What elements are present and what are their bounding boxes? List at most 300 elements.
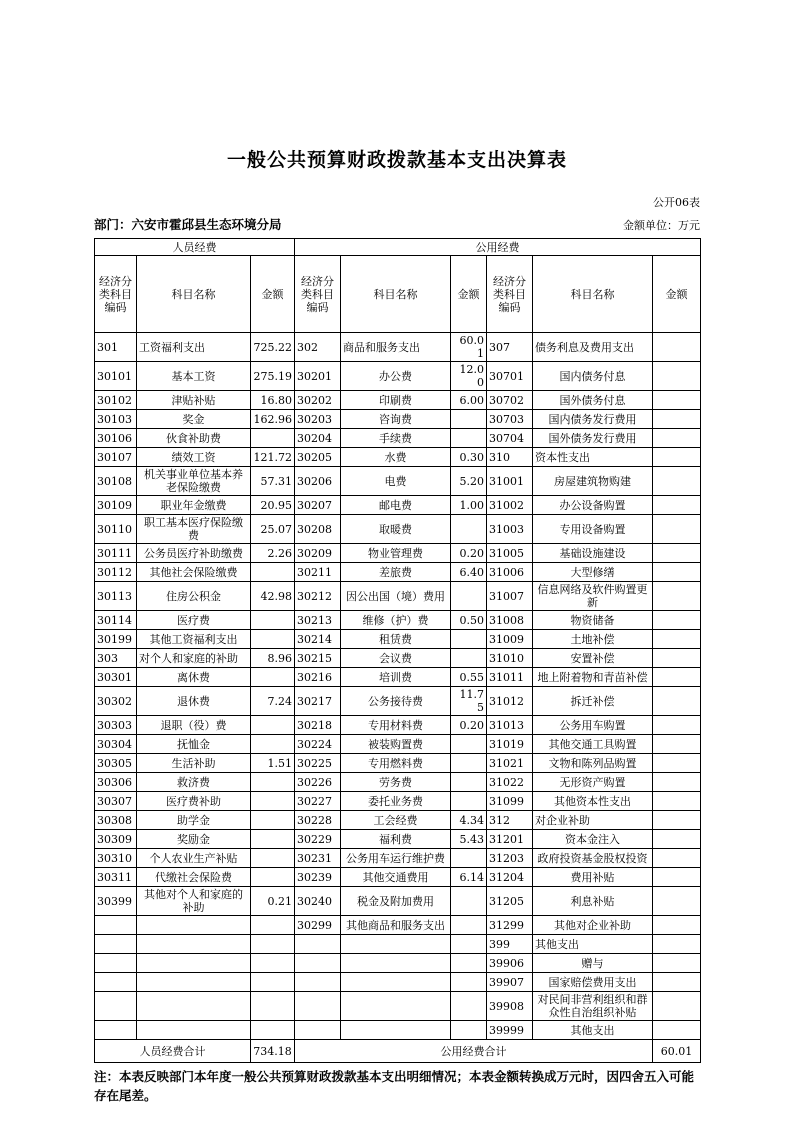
code-cell: 30701 xyxy=(487,362,533,391)
table-row xyxy=(95,849,701,868)
subject-name-cell: 其他工资福利支出 xyxy=(137,630,251,649)
subject-name-cell: 其他交通费用 xyxy=(341,868,451,887)
code-cell: 30240 xyxy=(295,887,341,916)
code-cell: 30304 xyxy=(95,735,137,754)
amount-cell: 25.07 xyxy=(251,515,295,544)
group-header-personnel: 人员经费 xyxy=(95,239,295,256)
code-cell xyxy=(95,954,137,973)
subject-name-cell: 债务利息及费用支出 xyxy=(533,333,653,362)
subject-name-cell: 福利费 xyxy=(341,830,451,849)
subject-name-cell: 其他资本性支出 xyxy=(533,792,653,811)
subject-name-cell xyxy=(341,973,451,992)
amount-cell xyxy=(251,630,295,649)
code-cell: 30101 xyxy=(95,362,137,391)
amount-cell xyxy=(251,668,295,687)
table-row xyxy=(95,973,701,992)
code-cell: 310 xyxy=(487,448,533,467)
subject-name-cell: 资本金注入 xyxy=(533,830,653,849)
code-cell: 30239 xyxy=(295,868,341,887)
code-cell: 31003 xyxy=(487,515,533,544)
code-cell xyxy=(95,992,137,1021)
code-cell: 31299 xyxy=(487,916,533,935)
subject-name-cell: 劳务费 xyxy=(341,773,451,792)
amount-cell: 0.55 xyxy=(451,668,487,687)
subject-name-cell: 政府投资基金股权投资 xyxy=(533,849,653,868)
code-cell: 30216 xyxy=(295,668,341,687)
subject-name-cell: 救济费 xyxy=(137,773,251,792)
amount-cell: 0.21 xyxy=(251,887,295,916)
subject-name-cell: 拆迁补偿 xyxy=(533,687,653,716)
subject-name-cell: 差旅费 xyxy=(341,563,451,582)
subject-name-cell: 公务员医疗补助缴费 xyxy=(137,544,251,563)
col-header-name-3: 科目名称 xyxy=(533,256,653,333)
code-cell: 31019 xyxy=(487,735,533,754)
amount-cell: 1.51 xyxy=(251,754,295,773)
code-cell: 30227 xyxy=(295,792,341,811)
code-cell xyxy=(295,1021,341,1040)
subject-name-cell: 对民间非营利组织和群众性自治组织补贴 xyxy=(533,992,653,1021)
subject-name-cell: 物业管理费 xyxy=(341,544,451,563)
amount-cell xyxy=(653,668,701,687)
code-cell: 31001 xyxy=(487,467,533,496)
code-cell: 30301 xyxy=(95,668,137,687)
amount-cell xyxy=(251,868,295,887)
subject-name-cell: 培训费 xyxy=(341,668,451,687)
amount-cell xyxy=(251,611,295,630)
table-row xyxy=(95,792,701,811)
table-row xyxy=(95,716,701,735)
code-cell: 30206 xyxy=(295,467,341,496)
subject-name-cell: 抚恤金 xyxy=(137,735,251,754)
code-cell: 31010 xyxy=(487,649,533,668)
code-cell: 30308 xyxy=(95,811,137,830)
code-cell: 31011 xyxy=(487,668,533,687)
code-cell: 30399 xyxy=(95,887,137,916)
code-cell xyxy=(295,954,341,973)
subject-name-cell xyxy=(341,954,451,973)
amount-cell: 6.00 xyxy=(451,391,487,410)
code-cell: 30305 xyxy=(95,754,137,773)
amount-cell: 42.98 xyxy=(251,582,295,611)
col-header-amount-3: 金额 xyxy=(653,256,701,333)
subject-name-cell: 公务接待费 xyxy=(341,687,451,716)
subject-name-cell: 印刷费 xyxy=(341,391,451,410)
amount-cell xyxy=(653,773,701,792)
table-row xyxy=(95,754,701,773)
amount-cell xyxy=(653,544,701,563)
code-cell: 307 xyxy=(487,333,533,362)
table-row xyxy=(95,830,701,849)
subject-name-cell: 其他对个人和家庭的补助 xyxy=(137,887,251,916)
subject-name-cell: 利息补贴 xyxy=(533,887,653,916)
subject-name-cell: 对个人和家庭的补助 xyxy=(137,649,251,668)
subject-name-cell: 工资福利支出 xyxy=(137,333,251,362)
code-cell: 31205 xyxy=(487,887,533,916)
col-header-code-2: 经济分类科目编码 xyxy=(295,256,341,333)
subject-name-cell: 商品和服务支出 xyxy=(341,333,451,362)
amount-cell xyxy=(653,830,701,849)
subject-name-cell xyxy=(137,973,251,992)
code-cell: 30102 xyxy=(95,391,137,410)
amount-cell xyxy=(251,716,295,735)
subject-name-cell: 离休费 xyxy=(137,668,251,687)
amount-cell: 0.20 xyxy=(451,716,487,735)
subject-name-cell: 对企业补助 xyxy=(533,811,653,830)
table-row xyxy=(95,630,701,649)
amount-cell xyxy=(653,1021,701,1040)
code-cell: 30110 xyxy=(95,515,137,544)
code-cell: 31006 xyxy=(487,563,533,582)
amount-cell xyxy=(451,410,487,429)
amount-cell xyxy=(653,935,701,954)
code-cell: 30212 xyxy=(295,582,341,611)
amount-cell xyxy=(451,935,487,954)
amount-cell xyxy=(653,954,701,973)
subject-name-cell: 大型修缮 xyxy=(533,563,653,582)
subject-name-cell xyxy=(137,935,251,954)
subject-name-cell: 住房公积金 xyxy=(137,582,251,611)
subject-name-cell: 专用燃料费 xyxy=(341,754,451,773)
public-total-value: 60.01 xyxy=(653,1040,701,1063)
subject-name-cell: 退职（役）费 xyxy=(137,716,251,735)
subject-name-cell: 会议费 xyxy=(341,649,451,668)
code-cell: 30205 xyxy=(295,448,341,467)
code-cell: 39908 xyxy=(487,992,533,1021)
col-header-code-1: 经济分类科目编码 xyxy=(95,256,137,333)
subject-name-cell: 物资储备 xyxy=(533,611,653,630)
code-cell: 30204 xyxy=(295,429,341,448)
subject-name-cell: 房屋建筑物购建 xyxy=(533,467,653,496)
code-cell: 30108 xyxy=(95,467,137,496)
subject-name-cell: 安置补偿 xyxy=(533,649,653,668)
subject-name-cell: 津贴补贴 xyxy=(137,391,251,410)
subject-name-cell: 奖励金 xyxy=(137,830,251,849)
code-cell: 30213 xyxy=(295,611,341,630)
subject-name-cell: 邮电费 xyxy=(341,496,451,515)
code-cell: 30226 xyxy=(295,773,341,792)
amount-cell: 725.22 xyxy=(251,333,295,362)
col-header-name-1: 科目名称 xyxy=(137,256,251,333)
code-cell: 31002 xyxy=(487,496,533,515)
code-cell: 31012 xyxy=(487,687,533,716)
code-cell xyxy=(95,916,137,935)
amount-cell: 275.19 xyxy=(251,362,295,391)
amount-cell xyxy=(251,429,295,448)
amount-cell: 0.30 xyxy=(451,448,487,467)
amount-cell xyxy=(653,515,701,544)
subject-name-cell: 生活补助 xyxy=(137,754,251,773)
amount-unit-label: 金额单位：万元 xyxy=(623,219,700,232)
amount-cell xyxy=(451,735,487,754)
table-row xyxy=(95,410,701,429)
code-cell: 30703 xyxy=(487,410,533,429)
subject-name-cell: 国家赔偿费用支出 xyxy=(533,973,653,992)
code-cell: 30215 xyxy=(295,649,341,668)
subject-name-cell: 被装购置费 xyxy=(341,735,451,754)
subject-name-cell: 个人农业生产补贴 xyxy=(137,849,251,868)
subject-name-cell: 专用材料费 xyxy=(341,716,451,735)
amount-cell xyxy=(653,687,701,716)
amount-cell xyxy=(653,916,701,935)
table-row xyxy=(95,992,701,1021)
amount-cell xyxy=(251,811,295,830)
amount-cell xyxy=(653,333,701,362)
group-header-row xyxy=(95,239,701,256)
amount-cell xyxy=(451,973,487,992)
code-cell: 31021 xyxy=(487,754,533,773)
amount-cell xyxy=(653,429,701,448)
public-total-label: 公用经费合计 xyxy=(295,1040,653,1063)
code-cell: 30208 xyxy=(295,515,341,544)
code-cell: 30704 xyxy=(487,429,533,448)
amount-cell xyxy=(653,992,701,1021)
code-cell: 301 xyxy=(95,333,137,362)
amount-cell xyxy=(251,992,295,1021)
amount-cell xyxy=(451,992,487,1021)
code-cell: 30225 xyxy=(295,754,341,773)
code-cell: 30109 xyxy=(95,496,137,515)
code-cell: 30113 xyxy=(95,582,137,611)
subject-name-cell: 助学金 xyxy=(137,811,251,830)
subject-name-cell: 退休费 xyxy=(137,687,251,716)
table-row xyxy=(95,467,701,496)
amount-cell: 5.43 xyxy=(451,830,487,849)
amount-cell xyxy=(251,935,295,954)
amount-cell xyxy=(451,792,487,811)
subject-name-cell: 其他支出 xyxy=(533,1021,653,1040)
table-row xyxy=(95,811,701,830)
subject-name-cell: 维修（护）费 xyxy=(341,611,451,630)
amount-cell xyxy=(451,849,487,868)
subject-name-cell: 国外债务付息 xyxy=(533,391,653,410)
col-header-name-2: 科目名称 xyxy=(341,256,451,333)
subject-name-cell: 文物和陈列品购置 xyxy=(533,754,653,773)
amount-cell xyxy=(653,448,701,467)
code-cell: 30201 xyxy=(295,362,341,391)
table-row xyxy=(95,649,701,668)
amount-cell xyxy=(653,868,701,887)
subject-name-cell: 公务用车运行维护费 xyxy=(341,849,451,868)
code-cell: 31007 xyxy=(487,582,533,611)
code-cell: 30306 xyxy=(95,773,137,792)
code-cell: 30199 xyxy=(95,630,137,649)
code-cell xyxy=(95,973,137,992)
code-cell: 39999 xyxy=(487,1021,533,1040)
col-header-code-3: 经济分类科目编码 xyxy=(487,256,533,333)
code-cell: 30229 xyxy=(295,830,341,849)
amount-cell xyxy=(653,716,701,735)
table-row xyxy=(95,544,701,563)
code-cell: 30307 xyxy=(95,792,137,811)
code-cell xyxy=(295,992,341,1021)
subject-name-cell: 伙食补助费 xyxy=(137,429,251,448)
subject-name-cell: 因公出国（境）费用 xyxy=(341,582,451,611)
code-cell xyxy=(95,1021,137,1040)
amount-cell xyxy=(451,916,487,935)
amount-cell: 4.34 xyxy=(451,811,487,830)
amount-cell xyxy=(251,792,295,811)
subject-name-cell: 其他对企业补助 xyxy=(533,916,653,935)
amount-cell: 6.40 xyxy=(451,563,487,582)
col-header-amount-2: 金额 xyxy=(451,256,487,333)
subject-name-cell: 资本性支出 xyxy=(533,448,653,467)
code-cell: 303 xyxy=(95,649,137,668)
code-cell: 31203 xyxy=(487,849,533,868)
subject-name-cell: 取暖费 xyxy=(341,515,451,544)
amount-cell xyxy=(251,1021,295,1040)
subject-name-cell: 奖金 xyxy=(137,410,251,429)
subject-name-cell: 手续费 xyxy=(341,429,451,448)
subject-name-cell: 电费 xyxy=(341,467,451,496)
code-cell: 312 xyxy=(487,811,533,830)
table-row xyxy=(95,582,701,611)
code-cell: 30309 xyxy=(95,830,137,849)
table-row xyxy=(95,611,701,630)
code-cell: 31099 xyxy=(487,792,533,811)
amount-cell xyxy=(451,773,487,792)
subject-name-cell: 办公费 xyxy=(341,362,451,391)
amount-cell: 0.50 xyxy=(451,611,487,630)
amount-cell: 60.01 xyxy=(451,333,487,362)
table-row xyxy=(95,668,701,687)
meta-row xyxy=(94,215,700,233)
subject-name-cell: 费用补贴 xyxy=(533,868,653,887)
totals-row xyxy=(95,1040,701,1063)
code-cell: 30302 xyxy=(95,687,137,716)
code-cell: 30203 xyxy=(295,410,341,429)
amount-cell xyxy=(251,954,295,973)
amount-cell: 121.72 xyxy=(251,448,295,467)
expenditure-table xyxy=(94,238,701,1063)
amount-cell xyxy=(653,754,701,773)
amount-cell xyxy=(451,582,487,611)
amount-cell: 57.31 xyxy=(251,467,295,496)
subject-name-cell: 水费 xyxy=(341,448,451,467)
amount-cell xyxy=(653,973,701,992)
amount-cell xyxy=(251,849,295,868)
table-row xyxy=(95,773,701,792)
amount-cell xyxy=(653,611,701,630)
code-cell xyxy=(295,973,341,992)
code-cell: 30218 xyxy=(295,716,341,735)
amount-cell: 16.80 xyxy=(251,391,295,410)
column-header-row xyxy=(95,256,701,333)
subject-name-cell: 土地补偿 xyxy=(533,630,653,649)
amount-cell xyxy=(653,410,701,429)
code-cell: 30209 xyxy=(295,544,341,563)
amount-cell xyxy=(653,563,701,582)
amount-cell xyxy=(451,649,487,668)
amount-cell xyxy=(653,582,701,611)
subject-name-cell xyxy=(137,954,251,973)
table-row xyxy=(95,429,701,448)
amount-cell xyxy=(251,773,295,792)
amount-cell xyxy=(251,830,295,849)
subject-name-cell: 其他支出 xyxy=(533,935,653,954)
code-cell: 39907 xyxy=(487,973,533,992)
amount-cell xyxy=(653,391,701,410)
amount-cell xyxy=(653,849,701,868)
code-cell: 31009 xyxy=(487,630,533,649)
table-row xyxy=(95,916,701,935)
amount-cell: 5.20 xyxy=(451,467,487,496)
form-number: 公开06表 xyxy=(653,196,700,209)
subject-name-cell: 其他交通工具购置 xyxy=(533,735,653,754)
code-cell: 30202 xyxy=(295,391,341,410)
code-cell: 31013 xyxy=(487,716,533,735)
subject-name-cell: 代缴社会保险费 xyxy=(137,868,251,887)
table-row xyxy=(95,515,701,544)
amount-cell xyxy=(451,1021,487,1040)
code-cell: 31022 xyxy=(487,773,533,792)
group-header-public: 公用经费 xyxy=(295,239,701,256)
col-header-amount-1: 金额 xyxy=(251,256,295,333)
code-cell: 30111 xyxy=(95,544,137,563)
code-cell: 39906 xyxy=(487,954,533,973)
subject-name-cell: 公务用车购置 xyxy=(533,716,653,735)
amount-cell: 0.20 xyxy=(451,544,487,563)
amount-cell xyxy=(251,735,295,754)
amount-cell: 7.24 xyxy=(251,687,295,716)
code-cell: 302 xyxy=(295,333,341,362)
subject-name-cell xyxy=(137,992,251,1021)
code-cell: 30228 xyxy=(295,811,341,830)
amount-cell: 1.00 xyxy=(451,496,487,515)
table-row xyxy=(95,954,701,973)
amount-cell xyxy=(653,887,701,916)
amount-cell: 162.96 xyxy=(251,410,295,429)
subject-name-cell: 地上附着物和青苗补偿 xyxy=(533,668,653,687)
amount-cell: 12.00 xyxy=(451,362,487,391)
amount-cell: 8.96 xyxy=(251,649,295,668)
code-cell: 30311 xyxy=(95,868,137,887)
amount-cell xyxy=(653,467,701,496)
code-cell: 30299 xyxy=(295,916,341,935)
code-cell: 31201 xyxy=(487,830,533,849)
subject-name-cell: 机关事业单位基本养老保险缴费 xyxy=(137,467,251,496)
table-row xyxy=(95,448,701,467)
subject-name-cell: 委托业务费 xyxy=(341,792,451,811)
subject-name-cell: 医疗费 xyxy=(137,611,251,630)
subject-name-cell: 绩效工资 xyxy=(137,448,251,467)
subject-name-cell: 信息网络及软件购置更新 xyxy=(533,582,653,611)
subject-name-cell: 办公设备购置 xyxy=(533,496,653,515)
code-cell: 30112 xyxy=(95,563,137,582)
subject-name-cell: 国内债务发行费用 xyxy=(533,410,653,429)
department-label: 部门：六安市霍邱县生态环境分局 xyxy=(94,217,282,232)
code-cell: 30106 xyxy=(95,429,137,448)
code-cell: 30103 xyxy=(95,410,137,429)
code-cell xyxy=(95,935,137,954)
code-cell: 30303 xyxy=(95,716,137,735)
amount-cell xyxy=(653,496,701,515)
code-cell: 30107 xyxy=(95,448,137,467)
subject-name-cell xyxy=(137,916,251,935)
subject-name-cell: 无形资产购置 xyxy=(533,773,653,792)
table-row xyxy=(95,935,701,954)
subject-name-cell: 基本工资 xyxy=(137,362,251,391)
subject-name-cell: 其他商品和服务支出 xyxy=(341,916,451,935)
code-cell: 30207 xyxy=(295,496,341,515)
amount-cell xyxy=(653,362,701,391)
subject-name-cell: 职工基本医疗保险缴费 xyxy=(137,515,251,544)
code-cell xyxy=(295,935,341,954)
amount-cell xyxy=(451,954,487,973)
table-row xyxy=(95,333,701,362)
amount-cell xyxy=(451,887,487,916)
amount-cell xyxy=(653,811,701,830)
amount-cell: 2.26 xyxy=(251,544,295,563)
